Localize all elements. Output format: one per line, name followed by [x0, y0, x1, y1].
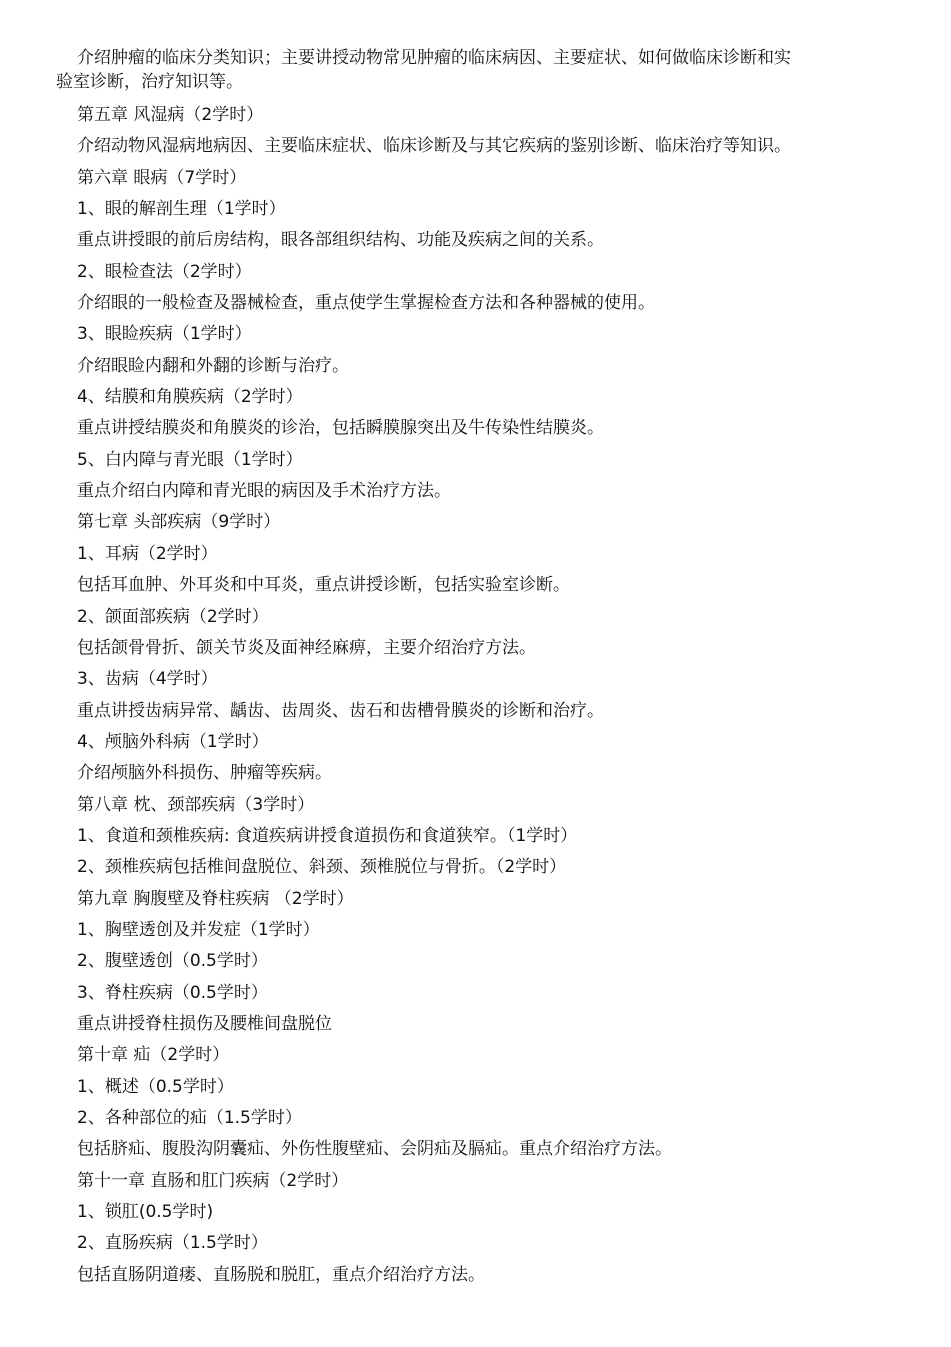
text-line: 1、食道和颈椎疾病: 食道疾病讲授食道损伤和食道狭窄。（1学时） [77, 825, 578, 846]
intro-line-1: 介绍肿瘤的临床分类知识；主要讲授动物常见肿瘤的临床病因、主要症状、如何做临床诊断和实 [77, 48, 791, 68]
text-line: 1、胸壁透创及并发症（1学时） [77, 919, 320, 940]
text-line: 包括颌骨骨折、颌关节炎及面神经麻痹，主要介绍治疗方法。 [77, 637, 536, 658]
text-line: 介绍颅脑外科损伤、肿瘤等疾病。 [77, 763, 332, 784]
text-line: 第八章 枕、颈部疾病（3学时） [77, 794, 315, 815]
text-line: 2、颌面部疾病（2学时） [77, 606, 269, 627]
text-line: 2、腹壁透创（0.5学时） [77, 951, 268, 972]
text-line: 2、颈椎疾病包括椎间盘脱位、斜颈、颈椎脱位与骨折。（2学时） [77, 857, 567, 878]
text-line: 包括直肠阴道瘘、直肠脱和脱肛，重点介绍治疗方法。 [77, 1264, 485, 1285]
text-line: 第五章 风湿病（2学时） [77, 105, 264, 125]
text-line: 第七章 头部疾病（9学时） [77, 512, 281, 533]
text-line: 1、锁肛(0.5学时) [77, 1202, 214, 1223]
intro-line-2: 验室诊断，治疗知识等。 [56, 72, 243, 92]
text-line: 2、各种部位的疝（1.5学时） [77, 1108, 302, 1128]
text-line: 介绍眼的一般检查及器械检查，重点使学生掌握检查方法和各种器械的使用。 [77, 293, 655, 314]
text-line: 1、耳病（2学时） [77, 543, 218, 564]
text-line: 包括耳血肿、外耳炎和中耳炎，重点讲授诊断，包括实验室诊断。 [77, 575, 570, 596]
text-line: 介绍动物风湿病地病因、主要临床症状、临床诊断及与其它疾病的鉴别诊断、临床治疗等知识。 [77, 136, 791, 157]
text-line: 重点介绍白内障和青光眼的病因及手术治疗方法。 [77, 481, 451, 502]
text-line: 包括脐疝、腹股沟阴囊疝、外伤性腹壁疝、会阴疝及膈疝。重点介绍治疗方法。 [77, 1139, 672, 1160]
text-line: 2、眼检查法（2学时） [77, 261, 252, 282]
text-line: 第九章 胸腹壁及脊柱疾病 （2学时） [77, 888, 354, 909]
syllabus-lines [56, 100, 896, 1291]
document-body [56, 46, 896, 1291]
intro-paragraph [56, 46, 896, 94]
text-line: 5、白内障与青光眼（1学时） [77, 449, 303, 470]
text-line: 3、齿病（4学时） [77, 669, 218, 690]
text-line: 重点讲授脊柱损伤及腰椎间盘脱位 [77, 1013, 332, 1034]
text-line: 4、颅脑外科病（1学时） [77, 731, 269, 752]
text-line: 第十一章 直肠和肛门疾病（2学时） [77, 1170, 349, 1191]
text-line: 1、眼的解剖生理（1学时） [77, 199, 286, 220]
text-line: 重点讲授眼的前后房结构，眼各部组织结构、功能及疾病之间的关系。 [77, 230, 604, 251]
text-line: 第六章 眼病（7学时） [77, 167, 247, 188]
text-line: 2、直肠疾病（1.5学时） [77, 1233, 268, 1254]
text-line: 4、结膜和角膜疾病（2学时） [77, 387, 303, 408]
text-line: 重点讲授齿病异常、龋齿、齿周炎、齿石和齿槽骨膜炎的诊断和治疗。 [77, 700, 604, 721]
text-line: 3、眼睑疾病（1学时） [77, 324, 252, 345]
text-line: 1、概述（0.5学时） [77, 1076, 234, 1097]
text-line: 第十章 疝（2学时） [77, 1045, 230, 1066]
text-line: 重点讲授结膜炎和角膜炎的诊治，包括瞬膜腺突出及牛传染性结膜炎。 [77, 418, 604, 439]
text-line: 介绍眼睑内翻和外翻的诊断与治疗。 [77, 355, 349, 376]
text-line: 3、脊柱疾病（0.5学时） [77, 982, 268, 1003]
